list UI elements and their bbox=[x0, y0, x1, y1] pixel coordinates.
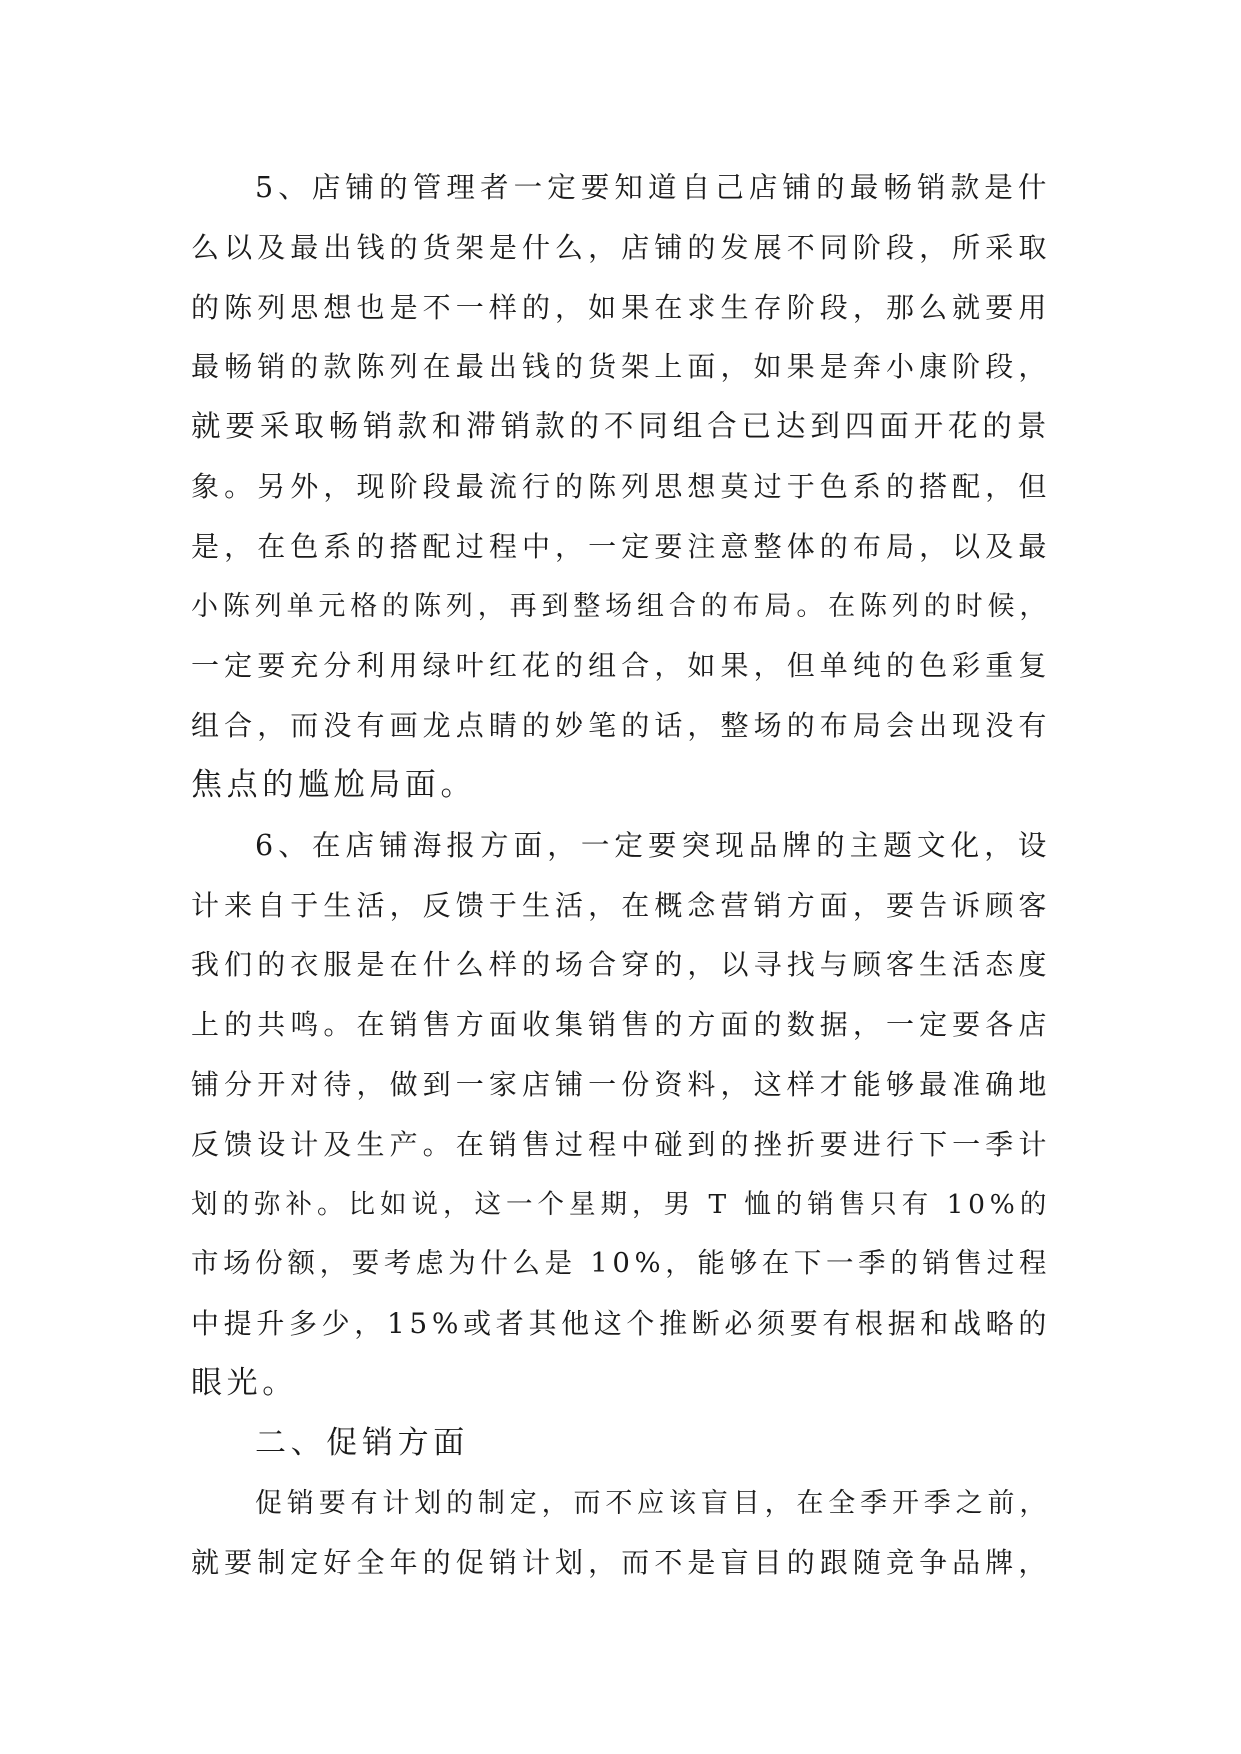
text-line: 上的共鸣。在销售方面收集销售的方面的数据，一定要各店 bbox=[191, 1008, 1051, 1042]
text-line: 促销要有计划的制定，而不应该盲目，在全季开季之前， bbox=[255, 1487, 1051, 1519]
text-line: 铺分开对待，做到一家店铺一份资料，这样才能够最准确地 bbox=[191, 1067, 1051, 1101]
text-line: 二、促销方面 bbox=[255, 1424, 469, 1461]
text-line: 是，在色系的搭配过程中，一定要注意整体的布局，以及最 bbox=[191, 529, 1051, 563]
text-line: 小陈列单元格的陈列，再到整场组合的布局。在陈列的时候， bbox=[191, 590, 1051, 622]
text-line: 组合，而没有画龙点睛的妙笔的话，整场的布局会出现没有 bbox=[191, 709, 1051, 743]
text-line: 划的弥补。比如说，这一个星期，男 T 恤的销售只有 10%的 bbox=[191, 1188, 1051, 1220]
text-line: 眼光。 bbox=[191, 1364, 298, 1401]
text-line: 就要采取畅销款和滞销款的不同组合已达到四面开花的景 bbox=[191, 409, 1051, 444]
text-line: 焦点的尴尬局面。 bbox=[191, 766, 477, 803]
text-line: 6、在店铺海报方面，一定要突现品牌的主题文化，设 bbox=[255, 828, 1051, 862]
text-line: 一定要充分利用绿叶红花的组合，如果，但单纯的色彩重复 bbox=[191, 649, 1051, 683]
text-line: 计来自于生活，反馈于生活，在概念营销方面，要告诉顾客 bbox=[191, 888, 1051, 922]
text-line: 中提升多少，15%或者其他这个推断必须要有根据和战略的 bbox=[191, 1307, 1051, 1341]
text-line: 我们的衣服是在什么样的场合穿的，以寻找与顾客生活态度 bbox=[191, 948, 1051, 982]
text-line: 么以及最出钱的货架是什么，店铺的发展不同阶段，所采取 bbox=[191, 230, 1051, 264]
text-line: 的陈列思想也是不一样的，如果在求生存阶段，那么就要用 bbox=[191, 290, 1051, 324]
text-line: 最畅销的款陈列在最出钱的货架上面，如果是奔小康阶段， bbox=[191, 350, 1051, 384]
text-line: 象。另外，现阶段最流行的陈列思想莫过于色系的搭配，但 bbox=[191, 469, 1051, 503]
body-text bbox=[191, 158, 1051, 1593]
text-line: 市场份额，要考虑为什么是 10%，能够在下一季的销售过程 bbox=[191, 1247, 1052, 1280]
text-line: 5、店铺的管理者一定要知道自己店铺的最畅销款是什 bbox=[255, 171, 1051, 204]
text-line: 反馈设计及生产。在销售过程中碰到的挫折要进行下一季计 bbox=[191, 1127, 1051, 1161]
text-line: 就要制定好全年的促销计划，而不是盲目的跟随竞争品牌， bbox=[191, 1546, 1051, 1580]
